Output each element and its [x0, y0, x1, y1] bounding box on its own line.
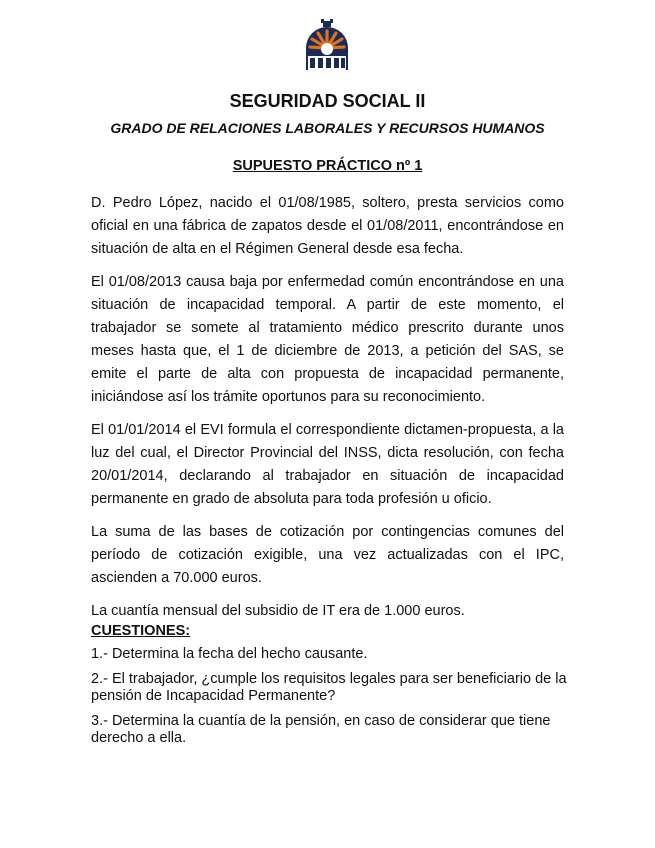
question-item: 3.- Determina la cuantía de la pensión, en caso de considerar que tiene derecho a ella. [91, 713, 551, 746]
page-title: SEGURIDAD SOCIAL II [229, 91, 426, 111]
case-body [91, 192, 564, 633]
question-item: 1.- Determina la fecha del hecho causante. [91, 646, 368, 662]
paragraph-4: La suma de las bases de cotización por contingencias comunes del período de cotización exigible, una vez actualizadas con el IPC, ascienden a 70.000 euros. [91, 524, 564, 586]
degree-subtitle: GRADO DE RELACIONES LABORALES Y RECURSOS HUMANOS [110, 120, 545, 136]
case-title: SUPUESTO PRÁCTICO nº 1 [232, 158, 423, 174]
university-logo-icon [302, 18, 352, 80]
question-item: 2.- El trabajador, ¿cumple los requisitos legales para ser beneficiario de la pensión de Incapacidad Permanente? [91, 671, 567, 704]
paragraph-3: El 01/01/2014 el EVI formula el correspondiente dictamen-propuesta, a la luz del cual, el Director Provincial del INSS, dicta resolución, con fecha 20/01/2014, declarando al trabajador en situación de incapacidad permanente en grado de absoluta para toda profesión u oficio. [91, 422, 564, 507]
paragraph-5: La cuantía mensual del subsidio de IT era de 1.000 euros. [91, 603, 465, 619]
paragraph-2: El 01/08/2013 causa baja por enfermedad común encontrándose en una situación de incapacidad temporal. A partir de este momento, el trabajador se somete al tratamiento médico prescrito durante unos meses hasta que, el 1 de diciembre de 2013, a petición del SAS, se emite el parte de alta con propuesta de incapacidad permanente, iniciándose así los trámite oportunos para su reconocimiento. [91, 274, 564, 405]
questions-section [91, 622, 571, 755]
paragraph-1: D. Pedro López, nacido el 01/08/1985, soltero, presta servicios como oficial en una fábrica de zapatos desde el 01/08/2011, encontrándose en situación de alta en el Régimen General desde esa fecha. [91, 195, 564, 257]
questions-heading: CUESTIONES: [91, 623, 191, 639]
